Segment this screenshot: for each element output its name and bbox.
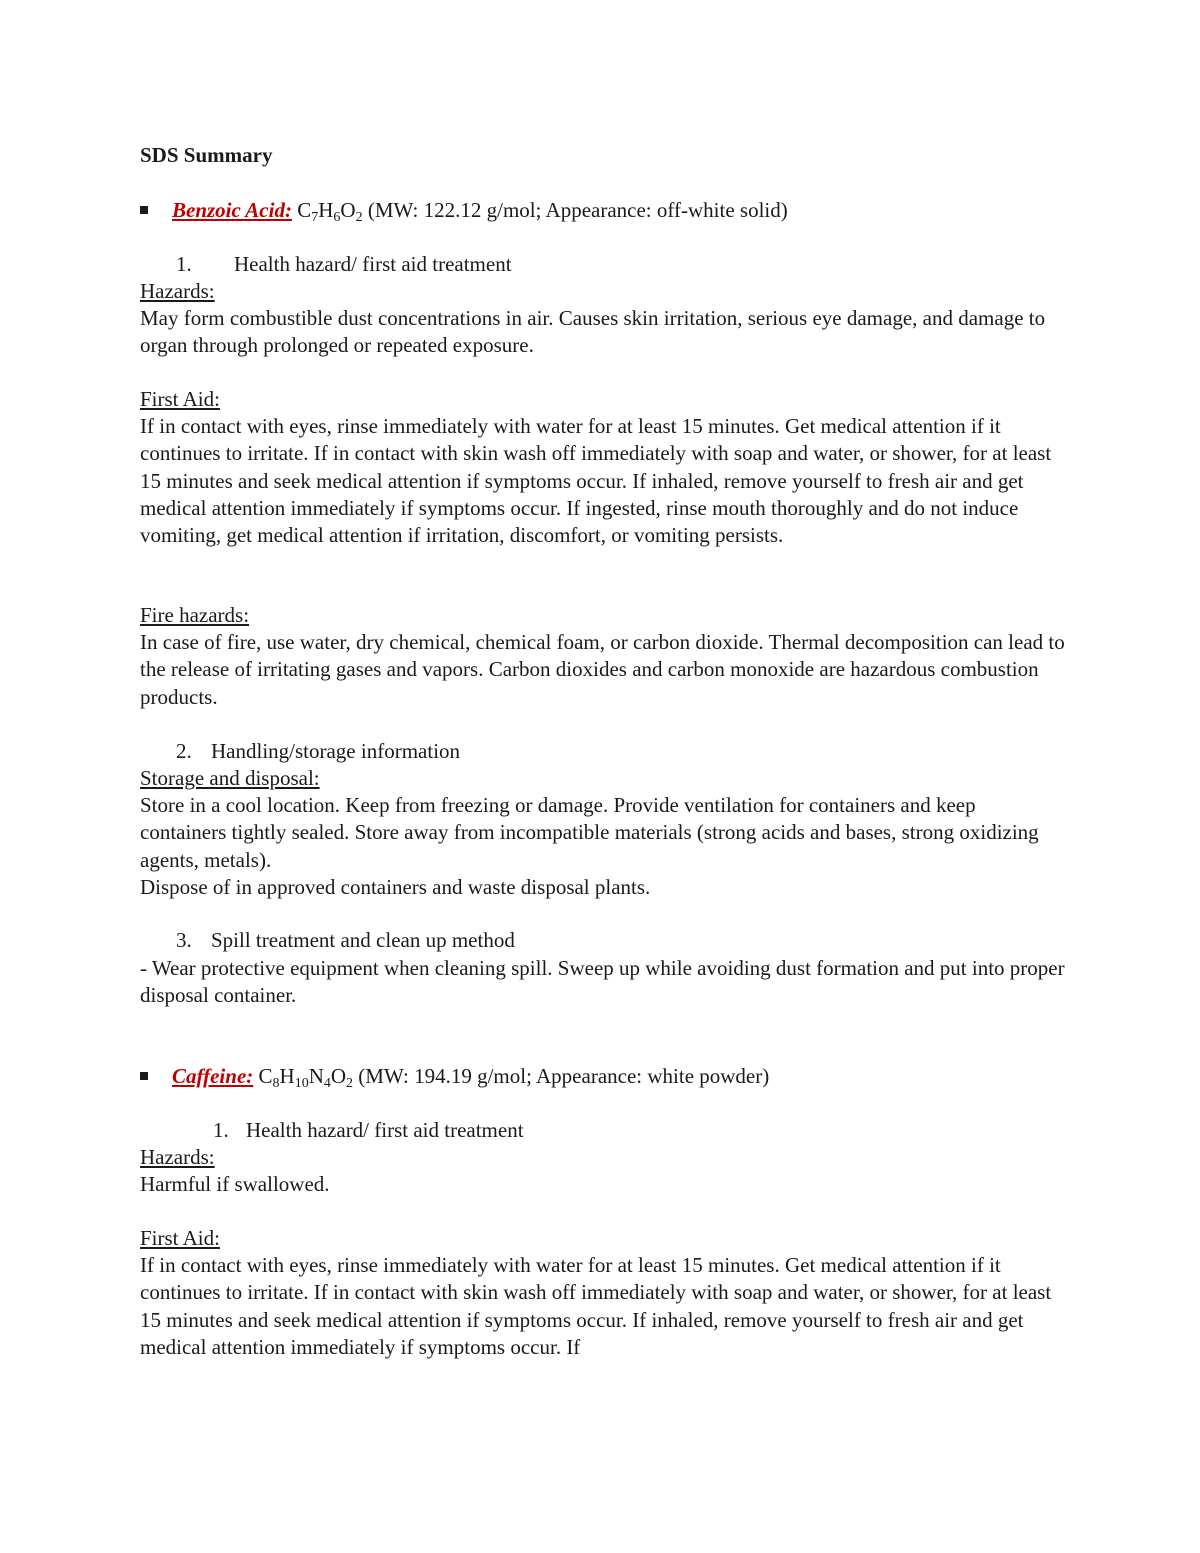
first-aid-text: If in contact with eyes, rinse immediately with water for at least 15 minutes. Get medical attention if it continues to irritate. If in contact with skin wash off immediately with soap and water, or shower, for at least 15 minutes and seek medical attention if symptoms occur. If inhaled, remove yourself to fresh air and get medical attention immediately if symptoms occur. If ingested, rinse mouth thoroughly and do not induce vomiting, get medical attention if irritation, discomfort, or vomiting persists. — [140, 414, 1052, 548]
first-aid-label: First Aid: — [140, 1226, 220, 1250]
item-label: Health hazard/ first aid treatment — [234, 252, 512, 276]
fire-hazards-block — [140, 602, 1065, 711]
section-item-handling-storage — [176, 738, 460, 765]
storage-label: Storage and disposal: — [140, 766, 320, 790]
chemical-info: (MW: 122.12 g/mol; Appearance: off-white solid) — [362, 198, 788, 222]
item-number: 1. — [213, 1118, 229, 1142]
hazards-text: May form combustible dust concentrations in air. Causes skin irritation, serious eye damage, and damage to organ through prolonged or repeated exposure. — [140, 306, 1046, 358]
item-number: 1. — [176, 252, 192, 276]
bullet-square-icon — [140, 206, 148, 214]
item-number: 2. — [176, 739, 192, 763]
hazards-label: Hazards: — [140, 279, 215, 303]
chemical-name: Caffeine: — [172, 1064, 254, 1088]
item-label: Handling/storage information — [211, 739, 461, 763]
chemical-name: Benzoic Acid: — [172, 198, 292, 222]
hazards-block — [140, 1144, 1065, 1198]
first-aid-text: If in contact with eyes, rinse immediately with water for at least 15 minutes. Get medical attention if it continues to irritate. If in contact with skin wash off immediately with soap and water, or shower, for at least 15 minutes and seek medical attention if symptoms occur. If inhaled, remove yourself to fresh air and get medical attention immediately if symptoms occur. If — [140, 1253, 1052, 1359]
spill-block — [140, 955, 1065, 1009]
section-item-spill-treatment — [176, 927, 515, 954]
fire-hazards-text: In case of fire, use water, dry chemical, chemical foam, or carbon dioxide. Thermal decomposition can lead to the release of irritating gases and vapors. Carbon dioxides and carbon monoxide are hazardous combustion products. — [140, 630, 1065, 709]
section-item-health-hazard — [176, 251, 512, 278]
chemical-heading-caffeine — [140, 1063, 769, 1090]
chemical-heading-benzoic-acid — [140, 197, 788, 224]
spill-text: - Wear protective equipment when cleaning spill. Sweep up while avoiding dust formation and put into proper disposal container. — [140, 956, 1065, 1008]
item-number: 3. — [176, 928, 192, 952]
bullet-square-icon — [140, 1072, 148, 1080]
chemical-formula: $C_7H_6O_2$ — [297, 198, 363, 225]
first-aid-block — [140, 1225, 1065, 1361]
hazards-block — [140, 278, 1065, 360]
page-title: SDS Summary — [140, 143, 273, 167]
section-item-health-hazard — [213, 1117, 524, 1144]
hazards-label: Hazards: — [140, 1145, 215, 1169]
chemical-formula: $C_8H_{10}N_4O_2$ — [258, 1064, 354, 1091]
item-label: Health hazard/ first aid treatment — [246, 1118, 524, 1142]
storage-block — [140, 765, 1065, 901]
hazards-text: Harmful if swallowed. — [140, 1172, 330, 1197]
first-aid-block — [140, 386, 1065, 549]
disposal-text: Dispose of in approved containers and waste disposal plants. — [140, 874, 651, 899]
first-aid-label: First Aid: — [140, 387, 220, 411]
storage-text: Store in a cool location. Keep from freezing or damage. Provide ventilation for containers and keep containers tightly sealed. Store away from incompatible materials (strong acids and bases, strong oxidizing agents, metals). — [140, 793, 1039, 872]
fire-hazards-label: Fire hazards: — [140, 603, 250, 627]
item-label: Spill treatment and clean up method — [211, 928, 515, 952]
chemical-info: (MW: 194.19 g/mol; Appearance: white powder) — [353, 1064, 770, 1088]
